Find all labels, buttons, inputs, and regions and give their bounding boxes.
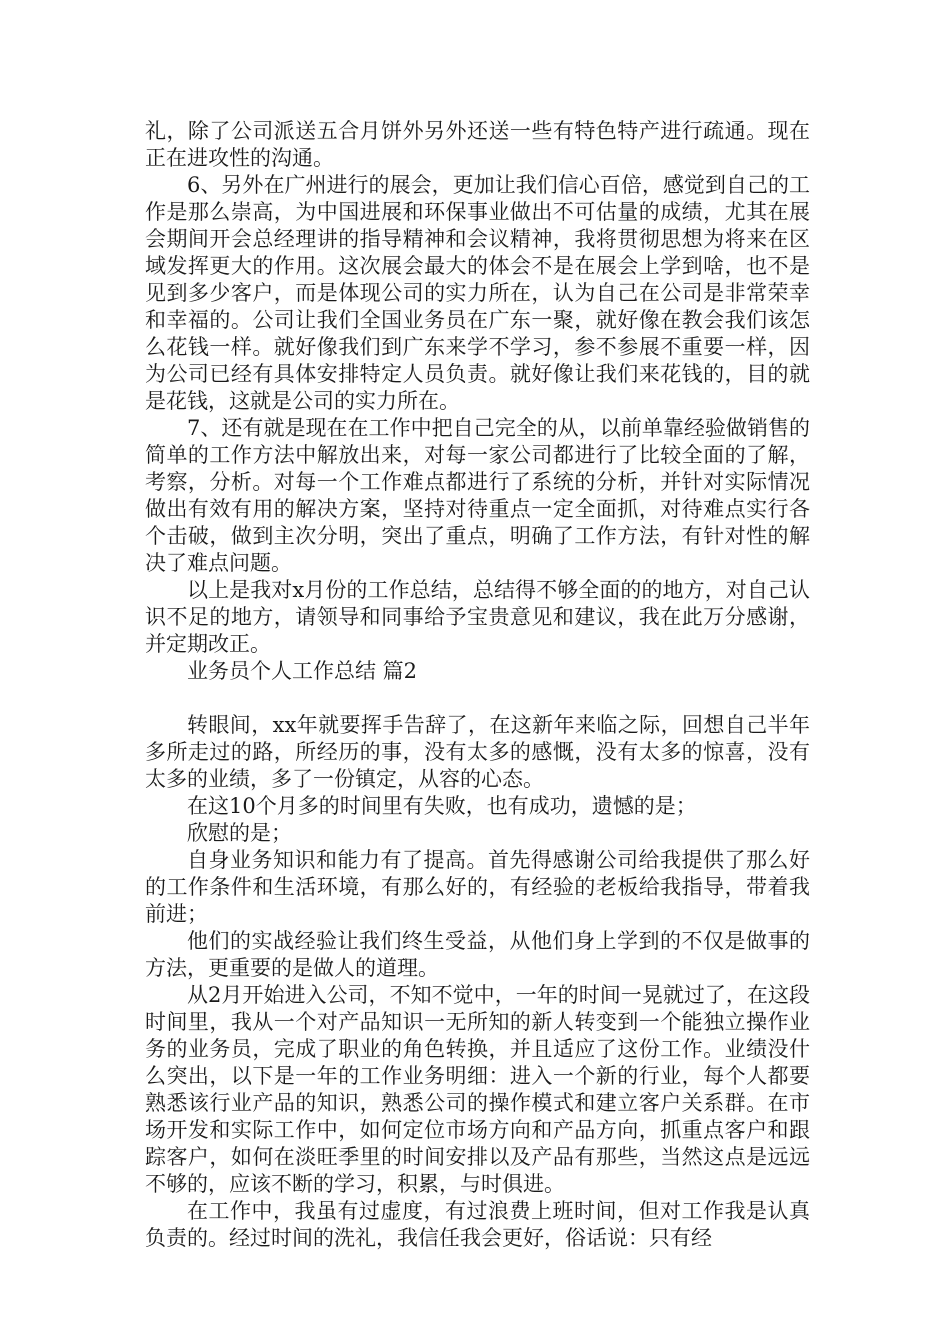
paragraph-knowledge: 自身业务知识和能力有了提高。首先得感谢公司给我提供了那么好的工作条件和生活环境，有那么好的，有经验的老板给我指导，带着我前进； xyxy=(145,848,810,926)
paragraph-regret: 在这10个月多的时间里有失败，也有成功，遗憾的是； xyxy=(187,794,697,818)
paragraph-gratified: 欣慰的是； xyxy=(187,821,292,845)
paragraph-conclusion: 以上是我对x月份的工作总结，总结得不够全面的的地方，对自己认识不足的地方，请领导和同事给予宝贵意见和建议，我在此万分感谢，并定期改正。 xyxy=(145,578,810,656)
paragraph-continued: 礼，除了公司派送五合月饼外另外还送一些有特色特产进行疏通。现在正在进攻性的沟通。 xyxy=(145,119,810,170)
paragraph-attitude: 在工作中，我虽有过虚度，有过浪费上班时间，但对工作我是认真负责的。经过时间的洗礼，我信任我会更好，俗话说：只有经 xyxy=(145,1199,810,1250)
paragraph-experience: 他们的实战经验让我们终生受益，从他们身上学到的不仅是做事的方法，更重要的是做人的道理。 xyxy=(145,929,810,980)
paragraph-intro: 转眼间，xx年就要挥手告辞了，在这新年来临之际，回想自己半年多所走过的路，所经历的事，没有太多的感慨，没有太多的惊喜，没有太多的业绩，多了一份镇定，从容的心态。 xyxy=(145,713,810,791)
paragraph-work-details: 从2月开始进入公司，不知不觉中，一年的时间一晃就过了，在这段时间里，我从一个对产品知识一无所知的新人转变到一个能独立操作业务的业务员，完成了职业的角色转换，并且适应了这份工作。业绩没什么突出，以下是一年的工作业务明细：进入一个新的行业，每个人都要熟悉该行业产品的知识，熟悉公司的操作模式和建立客户关系群。在市场开发和实际工作中，如何定位市场方向和产品方向，抓重点客户和跟踪客户，如何在淡旺季里的时间安排以及产品有那些，当然这点是远远不够的，应该不断的学习，积累，与时俱进。 xyxy=(145,983,810,1196)
document-page xyxy=(145,118,810,1252)
paragraph-item-6: 6、另外在广州进行的展会，更加让我们信心百倍，感觉到自己的工作是那么崇高，为中国进展和环保事业做出不可估量的成绩，尤其在展会期间开会总经理讲的指导精神和会议精神，我将贯彻思想为将来在区域发挥更大的作用。这次展会最大的体会不是在展会上学到啥，也不是见到多少客户，而是体现公司的实力所在，认为自己在公司是非常荣幸和幸福的。公司让我们全国业务员在广东一聚，就好像在教会我们该怎么花钱一样。就好像我们到广东来学不学习，参不参展不重要一样，因为公司已经有具体安排特定人员负责。就好像让我们来花钱的，目的就是花钱，这就是公司的实力所在。 xyxy=(145,173,810,413)
section-heading: 业务员个人工作总结 篇2 xyxy=(187,659,418,683)
paragraph-item-7: 7、还有就是现在在工作中把自己完全的从，以前单靠经验做销售的简单的工作方法中解放出来，对每一家公司都进行了比较全面的了解，考察，分析。对每一个工作难点都进行了系统的分析，并针对实际情况做出有效有用的解决方案，坚持对待重点一定全面抓，对待难点实行各个击破，做到主次分明，突出了重点，明确了工作方法，有针对性的解决了难点问题。 xyxy=(145,416,810,575)
